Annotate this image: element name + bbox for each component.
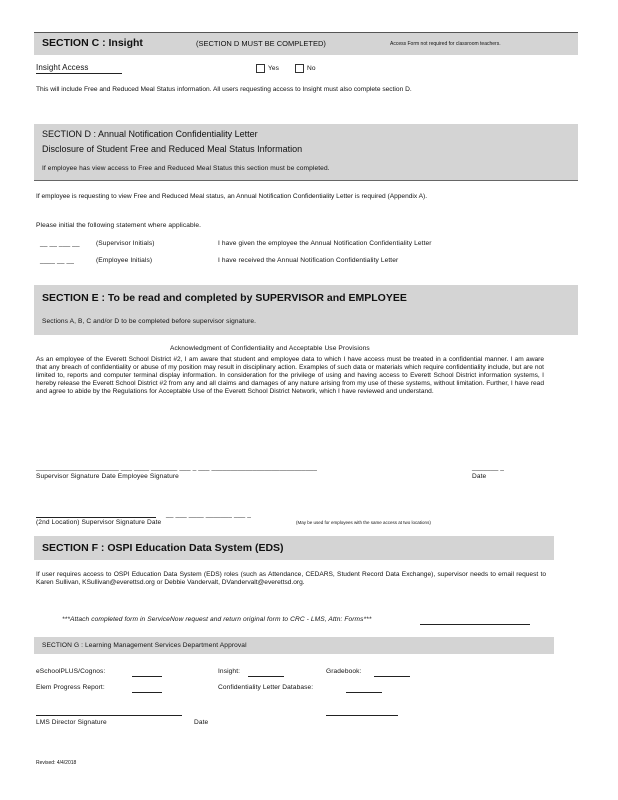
section-d-title-2: Disclosure of Student Free and Reduced Meal Status Information (42, 144, 303, 154)
section-e-subtitle: Sections A, B, C and/or D to be completed before supervisor signature. (42, 318, 257, 325)
eschool-label: eSchoolPLUS/Cognos: (36, 668, 106, 675)
second-location-underline (36, 517, 156, 518)
revised-date: Revised: 4/4/2018 (36, 760, 77, 766)
section-c-must: (SECTION D MUST BE COMPLETED) (196, 39, 326, 48)
signature-line[interactable]: ______________________ ___ ____ _______ ___ _ ___ ____________________________ (36, 464, 317, 471)
second-location-labels: (2nd Location) Supervisor Signature Date (36, 519, 162, 526)
second-location-line[interactable]: __ ___ ____ _______ ___ _ (166, 511, 252, 518)
no-checkbox[interactable] (295, 64, 304, 73)
ack-body: As an employee of the Everett School District #2, I am aware that student and employee data to which I have access must be treated in a confidential manner. I am aware that any breach of confidentiality or abuse of my position may result in disciplinary action. Examples of such data or materials which require confidentiality include, but are not limited to, reports and computer terminal display information. In consideration for the privilege of using and having access to Everett School District information systems, I hereby release the Everett School District #2 from any and all claims and damages of any nature arising from my use of these systems, without limitation. Further, I have read and agree to abide by the Regulations for Acceptable Use of the Everett School District Network, which I have reviewed and understand. (36, 356, 544, 395)
confidentiality-db-label: Confidentiality Letter Database: (218, 684, 314, 691)
confidentiality-db-field[interactable] (346, 692, 382, 693)
director-date-field[interactable] (326, 715, 398, 716)
supervisor-statement: I have given the employee the Annual Notification Confidentiality Letter (218, 240, 432, 247)
elem-progress-label: Elem Progress Report: (36, 684, 105, 691)
section-e-title: SECTION E : To be read and completed by SUPERVISOR and EMPLOYEE (42, 292, 407, 304)
section-c-body: This will include Free and Reduced Meal Status information. All users requesting access to Insight must also complete section D. (36, 86, 412, 93)
employee-initials-label: (Employee Initials) (96, 257, 153, 264)
gradebook-label: Gradebook: (326, 668, 362, 675)
ack-title: Acknowledgment of Confidentiality and Acceptable Use Provisions (170, 345, 370, 352)
section-g-title: SECTION G : Learning Management Services Department Approval (42, 642, 247, 649)
signature-date-right: Date (472, 473, 487, 480)
eschool-field[interactable] (132, 676, 162, 677)
signature-labels: Supervisor Signature Date Employee Signature (36, 473, 179, 480)
director-date-label: Date (194, 719, 209, 726)
second-location-note: (May be used for employees with the same access at two locations) (296, 520, 431, 525)
insight-field[interactable] (248, 676, 284, 677)
section-c-title: SECTION C : Insight (42, 37, 143, 49)
signature-line-right[interactable]: _______ _ (472, 464, 505, 471)
section-f-title: SECTION F : OSPI Education Data System (EDS) (42, 542, 284, 554)
section-d-p2: Please initial the following statement where applicable. (36, 222, 202, 229)
director-signature-field[interactable] (36, 715, 182, 716)
insight-access-underline (36, 73, 122, 74)
insight-access-label: Insight Access (36, 63, 89, 72)
director-signature-label: LMS Director Signature (36, 719, 107, 726)
attach-underline (420, 624, 530, 625)
yes-checkbox[interactable] (256, 64, 265, 73)
section-d-subtitle: If employee has view access to Free and Reduced Meal Status this section must be completed. (42, 165, 330, 172)
elem-progress-field[interactable] (132, 692, 162, 693)
attach-instruction: ***Attach completed form in ServiceNow request and return original form to CRC - LMS, Attn: Forms*** (62, 616, 372, 623)
no-label: No (307, 65, 316, 72)
section-f-body: If user requires access to OSPI Education Data System (EDS) roles (such as Attendance, CEDARS, Student Record Data Exchange), supervisor needs to email request to Karen Sullivan, KSullivan@everettsd.org or Debbie Vandervalt, DVandervalt@everettsd.org. (36, 571, 546, 586)
gradebook-field[interactable] (374, 676, 410, 677)
employee-initials-blank[interactable]: ____ __ __ (40, 257, 75, 264)
supervisor-initials-blank[interactable]: __ __ ___ __ (40, 240, 80, 247)
employee-statement: I have received the Annual Notification Confidentiality Letter (218, 257, 399, 264)
supervisor-initials-label: (Supervisor Initials) (96, 240, 155, 247)
section-d-title-1: SECTION D : Annual Notification Confidentiality Letter (42, 129, 258, 139)
insight-label: Insight: (218, 668, 241, 675)
section-c-note: Access Form not required for classroom teachers. (390, 41, 501, 47)
yes-label: Yes (268, 65, 280, 72)
section-d-p1: If employee is requesting to view Free and Reduced Meal status, an Annual Notification Confidentiality Letter is required (Appendix A). (36, 193, 428, 200)
